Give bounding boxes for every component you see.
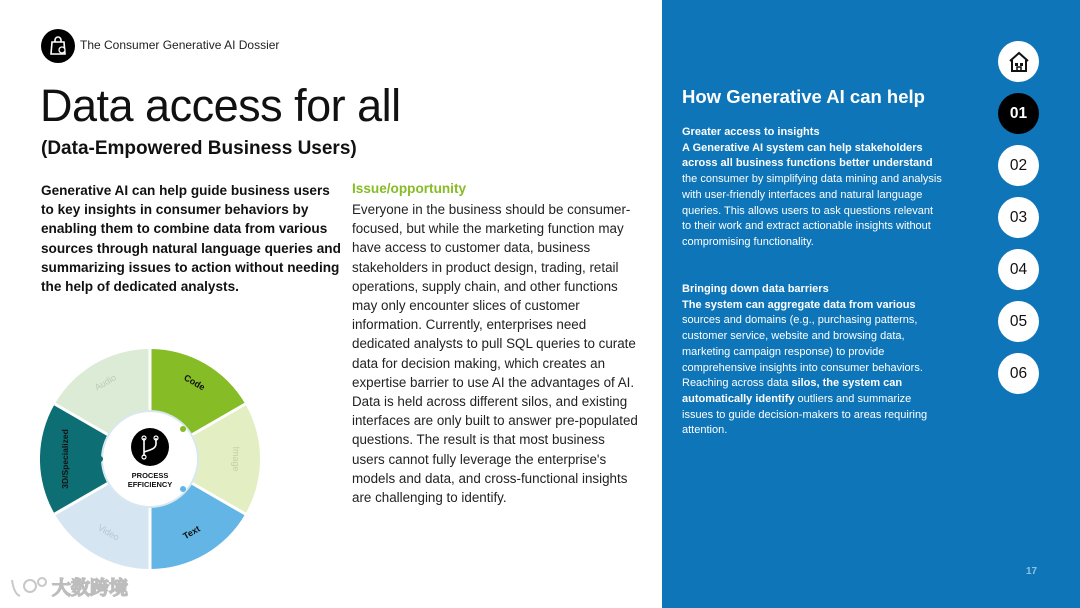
wheel-label-audio: Audio — [93, 372, 118, 393]
nav-item-04[interactable]: 04 — [998, 249, 1039, 290]
nav-item-03[interactable]: 03 — [998, 197, 1039, 238]
nav-item-01[interactable]: 01 — [998, 93, 1039, 134]
nav-item-02[interactable]: 02 — [998, 145, 1039, 186]
home-icon — [1007, 50, 1031, 74]
capability-wheel — [40, 349, 260, 569]
section2-body — [682, 298, 944, 439]
section1-body — [682, 141, 944, 251]
issue-body: Everyone in the business should be consumer-focused, but while the marketing function may have access to customer data, business stakeholders in product design, trading, retail operations, supply chain, and other functions may only encounter slices of customer information. Currently, enterprises need dedicated analysts to pull SQL queries to curate data for decision making, which creates an expertise barrier to use AI the advantages of AI. Data is held across different silos, and existing interfaces are only built to answer pre-populated questions. The result is that most business users cannot fully leverage the enterprise's models and data, and cross-functional insights are challenging to identify. — [352, 202, 638, 506]
issue-heading: Issue/opportunity — [352, 181, 467, 196]
watermark-logo-icon — [12, 578, 46, 596]
nav-item-05[interactable]: 05 — [998, 301, 1039, 342]
section-data-barriers — [682, 282, 944, 439]
section2-lead: The system can aggregate data from various — [682, 298, 916, 311]
page-title: Data access for all — [40, 80, 401, 131]
watermark-text: 大数跨境 — [52, 578, 129, 599]
dossier-title: The Consumer Generative AI Dossier — [80, 38, 280, 52]
wheel-center-line1: PROCESS — [131, 471, 169, 480]
intro-text: Generative AI can help guide business users to key insights in consumer behaviors by enabling them to combine data from various sources through natural language queries and summarizing issues to action without needing the help of dedicated analysts. — [41, 183, 341, 295]
section2-heading: Bringing down data barriers — [682, 283, 829, 295]
wheel-label-text: Text — [181, 523, 202, 542]
section2-rest: outliers and summarize issues to guide decision-makers to areas requiring attention. — [682, 392, 928, 437]
nav-home-button[interactable] — [998, 41, 1039, 82]
section1-rest: the consumer by simplifying data mining and analysis with user-friendly interfaces and natural language queries. This allows users to ask questions relevant to their work and extract actionable insights without compromising functionality. — [682, 173, 942, 248]
process-icon — [131, 428, 169, 466]
wheel-label-3d: 3D/Specialized — [60, 429, 70, 489]
watermark — [8, 572, 148, 602]
wheel-label-image: Image — [231, 446, 241, 472]
panel-heading: How Generative AI can help — [682, 86, 925, 107]
wheel-center-line2: EFFICIENCY — [127, 480, 173, 489]
section2-bold2: silos, the system can automatically identify — [682, 377, 903, 405]
section1-lead: A Generative AI system can help stakeholders across all business functions better understand — [682, 141, 933, 170]
wheel-label-video: Video — [96, 522, 121, 543]
dossier-logo-icon — [41, 29, 75, 63]
section-greater-access — [682, 125, 944, 251]
section1-heading: Greater access to insights — [682, 126, 820, 138]
section2-mid: sources and domains (e.g., purchasing patterns, customer service, website and browsing data, marketing campaign response) to provide comprehensive insights into consumer behaviors. Reaching across data — [682, 314, 923, 390]
wheel-label-code: Code — [182, 372, 207, 393]
nav-item-06[interactable]: 06 — [998, 353, 1039, 394]
page-number: 17 — [1026, 566, 1038, 577]
page-subtitle: (Data-Empowered Business Users) — [41, 138, 357, 159]
